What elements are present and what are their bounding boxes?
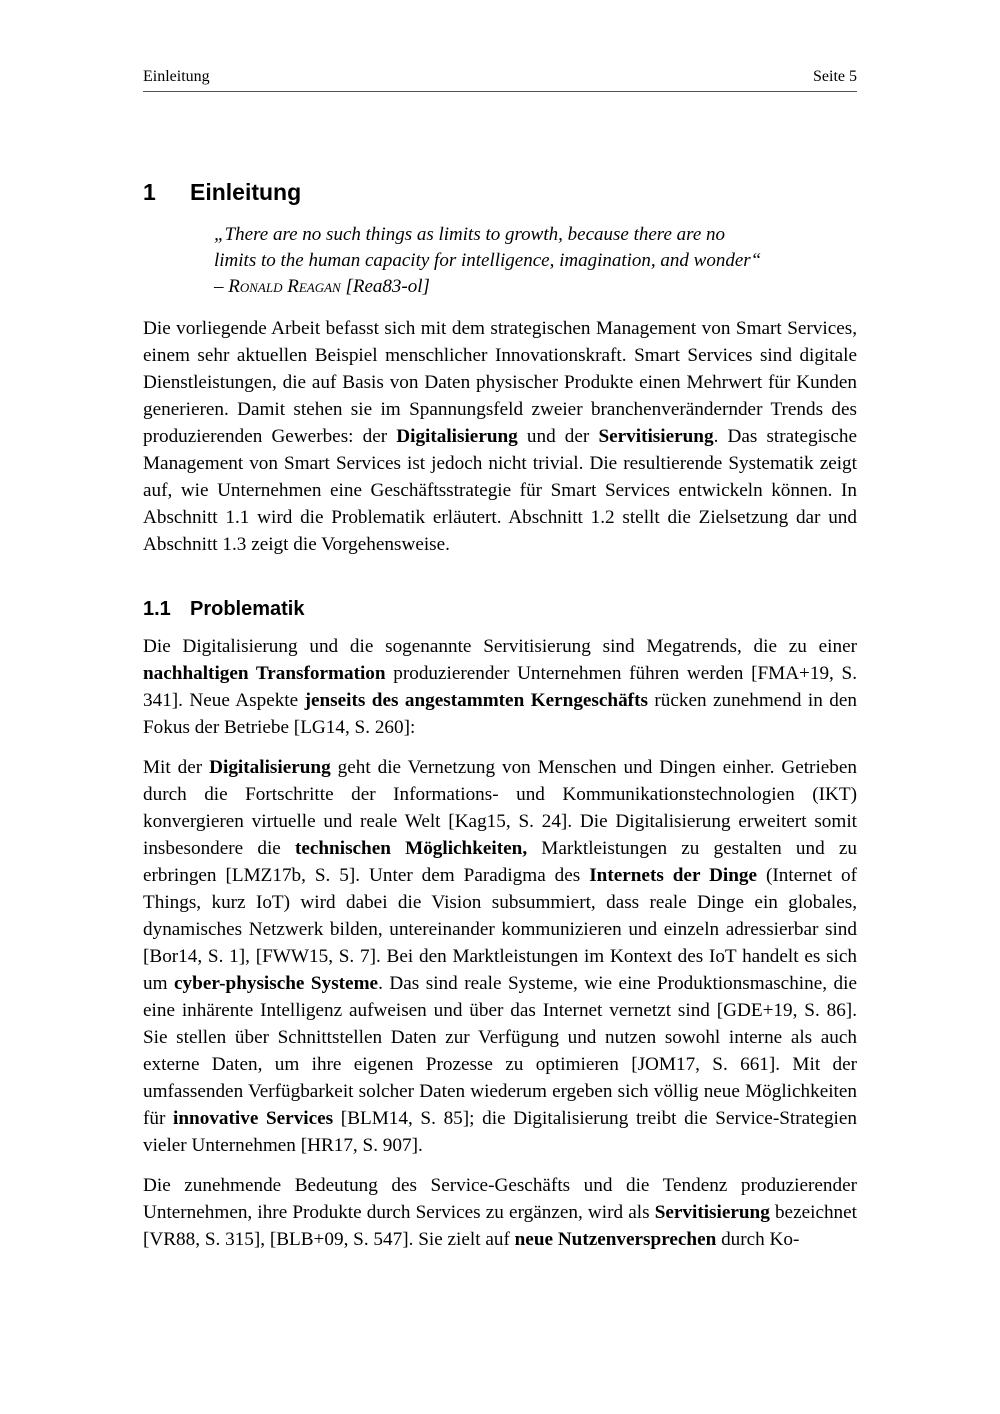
text-run: rücken zunehmend in den Fokus der Betriebe [LG14, S. 260]: [143,690,857,738]
quote-attribution [214,274,794,300]
chapter-title: Einleitung [190,179,302,205]
text-run: (Internet of Things, kurz IoT) wird dabei die Vision subsummiert, dass reale Dinge ein globales, dynamisches Netzwerk bilden, untereinander kommunizieren und einzeln adressierbar sind [Bor14, S. 1], [FWW15, S. 7]. Bei den Marktleistungen im Kontext des IoT handelt es sich um [143,865,857,994]
body-paragraph-2 [143,754,857,1159]
text-run: Die zunehmende Bedeutung des Service-Geschäfts und die Tendenz produzierender Unternehmen, ihre Produkte durch Services zu ergänzen, wird als [143,1175,857,1223]
text-run: Marktleistungen zu gestalten und zu erbringen [LMZ17b, S. 5]. Unter dem Paradigma des [143,838,857,886]
text-run: durch Ko- [716,1229,800,1250]
bold-term: Servitisierung [598,426,714,447]
running-header [143,66,857,92]
intro-paragraph [143,315,857,558]
section-title: Problematik [190,598,305,620]
quote-line-1: „There are no such things as limits to growth, because there are no [214,224,726,245]
bold-term: nachhaltigen Transformation [143,663,386,684]
text-run: bezeichnet [VR88, S. 315], [BLB+09, S. 547]. Sie zielt auf [143,1202,857,1250]
page-body [143,176,857,1253]
bold-term: jenseits des angestammten Kerngeschäfts [304,690,648,711]
text-run: Mit der [143,757,210,778]
chapter-number: 1 [143,179,156,205]
bold-term: Internets der Dinge [589,865,758,886]
bold-term: Servitisierung [654,1202,770,1223]
quote-line-2: limits to the human capacity for intelligence, imagination, and wonder“ [214,250,762,271]
text-run: Die Digitalisierung und die sogenannte Servitisierung sind Megatrends, die zu einer [143,636,857,657]
bold-term: Digitalisierung [396,426,518,447]
text-run: Die vorliegende Arbeit befasst sich mit dem strategischen Management von Smart Services, einem sehr aktuellen Beispiel menschlicher Innovationskraft. Smart Services sind digitale Dienstleistungen, die auf Basis von Daten physischer Produkte einen Mehrwert für Kunden generieren. Damit stehen sie im Spannungsfeld zweier branchenverändernder Trends des produzierenden Gewerbes: der [143,318,857,447]
body-paragraph-1 [143,633,857,741]
text-run: . Das sind reale Systeme, wie eine Produktionsmaschine, die eine inhärente Intelligenz aufweisen und über das Internet vernetzt sind [GDE+19, S. 86]. Sie stellen über Schnittstellen Daten zur Verfügung und nutzen sowohl interne als auch externe Daten, um ihre eigenen Prozesse zu optimieren [JOM17, S. 661]. Mit der umfassenden Verfügbarkeit solcher Daten wiederum ergeben sich völlig neue Möglichkeiten für [143,973,857,1129]
quote-dash: – [214,276,229,297]
text-run: produzierender Unternehmen führen werden [FMA+19, S. 341]. Neue Aspekte [143,663,857,711]
bold-term: cyber-physische Systeme [174,973,379,994]
bold-term: technischen Möglichkeiten, [294,838,528,859]
chapter-heading [143,176,857,208]
section-number: 1.1 [143,598,171,620]
bold-term: Digitalisierung [209,757,331,778]
quote-reference: [Rea83-ol] [340,276,430,297]
page-number: Seite 5 [813,68,857,85]
text-run: geht die Vernetzung von Menschen und Dingen einher. Getrieben durch die Fortschritte der Informations- und Kommunikationstechnologien (IKT) konvergieren virtuelle und reale Welt [Kag15, S. 24]. Die Digitalisierung erweitert somit insbesondere die [143,757,857,859]
body-paragraph-3 [143,1172,857,1253]
bold-term: neue Nutzenversprechen [514,1229,717,1250]
running-header-title: Einleitung [143,68,210,85]
section-heading [143,595,857,623]
text-run: [BLM14, S. 85]; die Digitalisierung treibt die Service-Strategien vieler Unternehmen [HR17, S. 907]. [143,1108,858,1156]
text-run: und der [517,426,599,447]
bold-term: innovative Services [173,1108,334,1129]
text-run: . Das strategische Management von Smart Services ist jedoch nicht trivial. Die resultierende Systematik zeigt auf, wie Unternehmen eine Geschäftsstrategie für Smart Services entwickeln können. In Abschnitt 1.1 wird die Problematik erläutert. Abschnitt 1.2 stellt die Zielsetzung dar und Abschnitt 1.3 zeigt die Vorgehensweise. [143,426,858,555]
epigraph-quote [214,222,794,300]
quote-author: Ronald Reagan [228,276,341,297]
